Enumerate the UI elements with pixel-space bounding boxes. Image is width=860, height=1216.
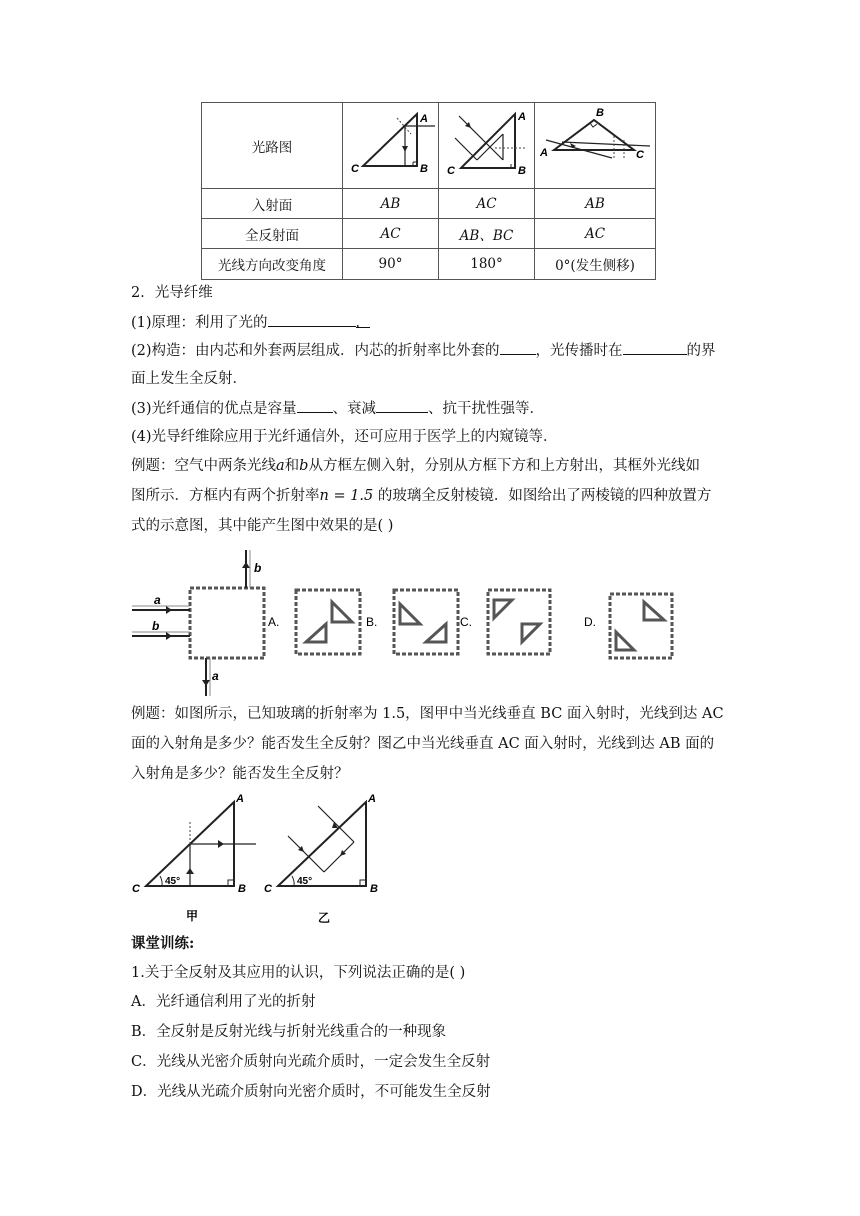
svg-text:B: B bbox=[370, 883, 378, 895]
row-label: 入射面 bbox=[202, 189, 343, 219]
svg-text:C: C bbox=[264, 883, 272, 895]
svg-text:A: A bbox=[236, 793, 244, 805]
practice-heading: 课堂训练: bbox=[131, 935, 195, 952]
prism-diagram-1 bbox=[343, 103, 439, 189]
svg-text:B: B bbox=[238, 883, 246, 895]
option-a-label: A. bbox=[268, 615, 280, 629]
svg-text:A: A bbox=[540, 146, 548, 159]
row-label: 全反射面 bbox=[202, 219, 343, 249]
svg-text:C: C bbox=[636, 148, 644, 161]
svg-text:b: b bbox=[254, 561, 262, 575]
option-c: C．光线从光密介质射向光疏介质时，一定会发生全反射 bbox=[131, 1054, 491, 1070]
example1-figure bbox=[128, 546, 688, 698]
paragraph-2-cont: 面上发生全反射． bbox=[131, 371, 247, 387]
option-b: B．全反射是反射光线与折射光线重合的一种现象 bbox=[131, 1024, 447, 1040]
svg-text:A: A bbox=[368, 793, 376, 805]
option-a: A．光纤通信利用了光的折射 bbox=[131, 994, 316, 1010]
svg-text:C: C bbox=[132, 883, 140, 895]
example2-line1: 例题：如图所示，已知玻璃的折射率为 1.5，图甲中当光线垂直 BC 面入射时，光线到达 AC bbox=[131, 706, 724, 722]
option-b-label: B. bbox=[366, 615, 378, 629]
vertex-b-label: B bbox=[419, 162, 428, 175]
example2-figure bbox=[128, 790, 388, 926]
practice-question: 1.关于全反射及其应用的认识，下列说法正确的是( ) bbox=[131, 965, 466, 981]
example2-line3: 入射角是多少？能否发生全反射？ bbox=[131, 766, 349, 782]
svg-text:B: B bbox=[596, 106, 604, 119]
option-d: D．光线从光疏介质射向光密介质时，不可能发生全反射 bbox=[131, 1084, 491, 1100]
prism-diagram-3 bbox=[535, 103, 656, 189]
fig-label-jia: 甲 bbox=[186, 909, 199, 923]
paragraph-2: (2)构造：由内芯和外套两层组成．内芯的折射率比外套的 ，光传播时在 的界 bbox=[131, 340, 716, 361]
prism-diagram-2 bbox=[439, 103, 535, 189]
angle-label: 45° bbox=[165, 876, 181, 887]
black-box bbox=[190, 588, 264, 658]
prism-path-diagram-1 bbox=[345, 104, 437, 184]
section-title: 2．光导纤维 bbox=[131, 285, 213, 301]
option-c-label: C. bbox=[460, 615, 472, 629]
vertex-a-label: A bbox=[419, 112, 428, 125]
paragraph-1: (1)原理：利用了光的 . bbox=[131, 312, 370, 333]
example1-line1: 例题：空气中两条光线a和b从方框左侧入射，分别从方框下方和上方射出，其框外光线如 bbox=[131, 458, 700, 474]
example2-line2: 面的入射角是多少？能否发生全反射？图乙中当光线垂直 AC 面入射时，光线到达 AB 面的 bbox=[131, 736, 715, 752]
ray-b-label: b bbox=[152, 619, 160, 633]
prism-path-diagram-2 bbox=[441, 104, 533, 184]
example1-line3: 式的示意图，其中能产生图中效果的是( ) bbox=[131, 518, 394, 534]
example1-line2: 图所示．方框内有两个折射率n = 1.5 的玻璃全反射棱镜．如图给出了两棱镜的四种放置方 bbox=[131, 488, 712, 504]
option-d-label: D. bbox=[584, 615, 596, 629]
row-label: 光线方向改变角度 bbox=[202, 249, 343, 280]
vertex-c-label: C bbox=[350, 162, 359, 175]
svg-text:B: B bbox=[517, 164, 526, 177]
ray-a-label: a bbox=[154, 593, 161, 607]
prism-path-diagram-3 bbox=[536, 104, 654, 184]
paragraph-4: (4)光导纤维除应用于光纤通信外，还可应用于医学上的内窥镜等． bbox=[131, 429, 558, 445]
svg-text:a: a bbox=[212, 669, 219, 683]
svg-text:A: A bbox=[517, 110, 526, 123]
prism-table: 光路图 A B C A B C B A C 入射面 AB AC AB 全反射面 AC AB、BC AC 光线方向改变角度 90° 180° 0°(发生侧移) bbox=[201, 102, 656, 280]
paragraph-3: (3)光纤通信的优点是容量 、衰减 、抗干扰性强等． bbox=[131, 398, 544, 419]
svg-text:C: C bbox=[446, 164, 455, 177]
fig-label-yi: 乙 bbox=[318, 911, 331, 925]
table-header-label: 光路图 bbox=[202, 103, 343, 189]
svg-text:45°: 45° bbox=[297, 876, 313, 887]
